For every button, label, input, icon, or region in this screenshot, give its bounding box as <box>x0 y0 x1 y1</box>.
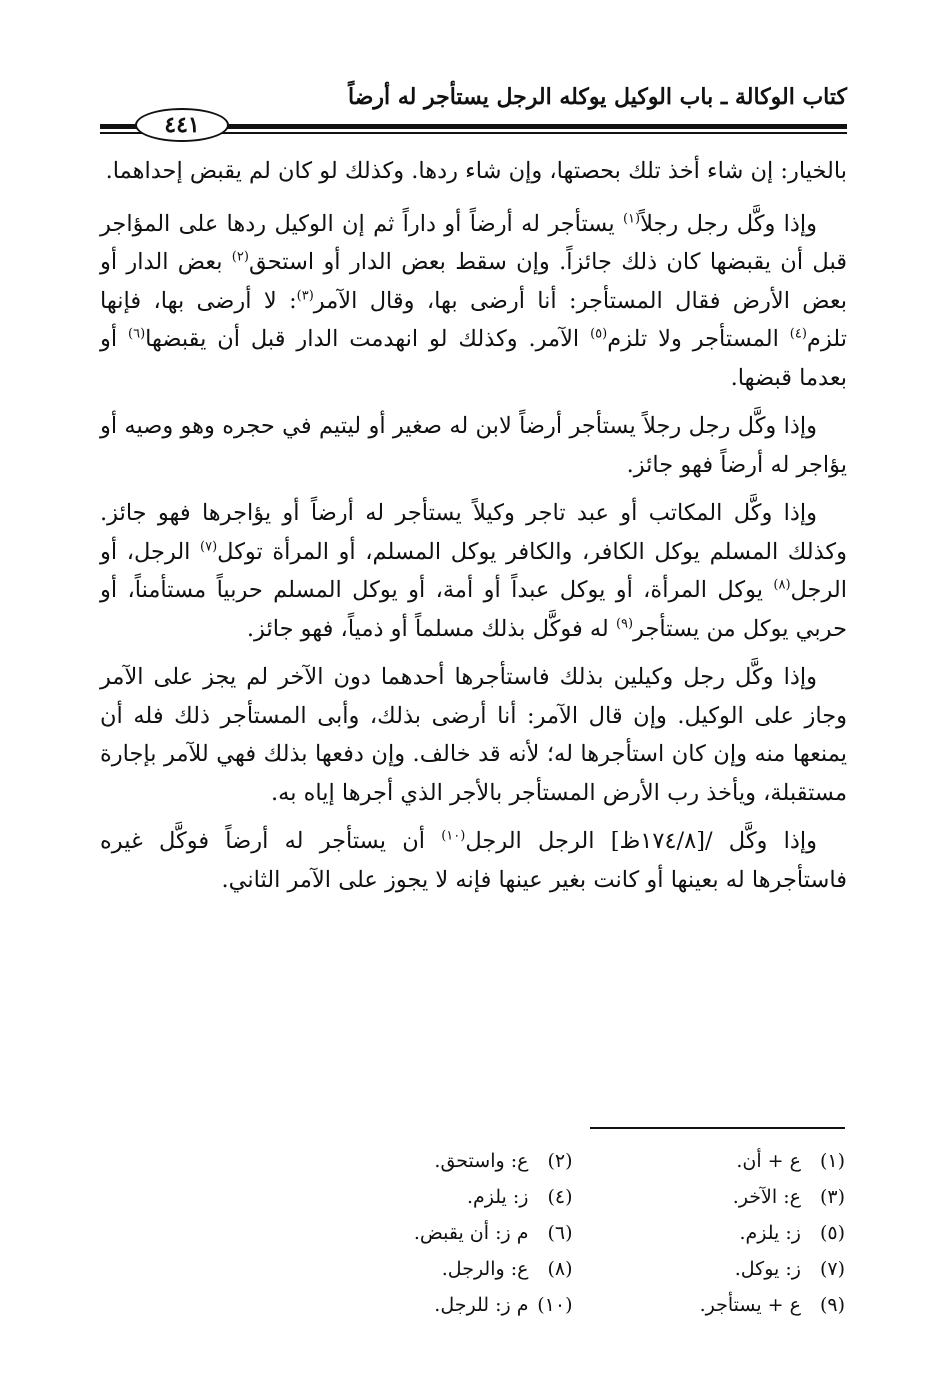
p6-text-a: وإذا وكَّل /[١٧٤/٨ظ] الرجل الرجل <box>465 828 817 854</box>
p2-text-g: أو بعدما قبضها. <box>100 326 847 391</box>
footnote-ref-5[interactable]: (٥) <box>590 326 608 342</box>
footnote-number: (٩) <box>819 1294 845 1316</box>
p4-text-a: وإذا وكَّل المكاتب أو عبد تاجر وكيلاً يستأجر له أرضاً أو يؤاجرها فهو جائز. وكذلك المسلم يوكل الكافر، والكافر يوكل المسلم، أو المرأة توكل <box>100 500 847 565</box>
footnote-number: (٢) <box>547 1150 573 1172</box>
p4-text-c: يوكل المرأة، أو يوكل عبداً أو أمة، أو يوكل المسلم حربياً مستأمناً، أو حربي يوكل من يستأجر <box>100 577 847 642</box>
footnote-6 <box>300 1222 573 1244</box>
p4-text-b: الرجل، أو الرجل <box>100 538 847 603</box>
footnote-row <box>300 1251 845 1287</box>
footnote-ref-8[interactable]: (٨) <box>773 577 791 593</box>
footnote-separator <box>590 1127 845 1129</box>
footnote-number: (٤) <box>547 1186 573 1208</box>
footnote-text: ز: يلزم. <box>739 1222 801 1244</box>
running-header-title: كتاب الوكالة ـ باب الوكيل يوكله الرجل يستأجر له أرضاً <box>348 84 847 110</box>
p2-text-a: وإذا وكَّل رجل رجلاً <box>640 210 817 237</box>
main-text <box>100 152 847 909</box>
p6-text-b: أن يستأجر له أرضاً فوكَّل غيره فاستأجرها له بعينها أو كانت بغير عينها فإنه لا يجوز على الآمر الثاني. <box>100 828 847 893</box>
footnote-number: (٣) <box>819 1186 845 1208</box>
p5-text: وإذا وكَّل رجل وكيلين بذلك فاستأجرها أحدهما دون الآخر لم يجز على الآمر وجاز على الوكيل. وإن قال الآمر: أنا أرضى بذلك، وأبى المستأجر ذلك فله أن يمنعها منه وإن كان استأجرها له؛ لأنه قد خالف. وإن دفعها بذلك فهي للآمر بإجارة مستقبلة، ويأخذ رب الأرض المستأجر بالأجر الذي أجرها إياه به. <box>100 664 847 806</box>
paragraph-5 <box>100 658 847 812</box>
footnote-number: (٥) <box>819 1222 845 1244</box>
footnote-9 <box>573 1294 846 1316</box>
footnote-ref-2[interactable]: (٢) <box>231 249 249 265</box>
footnote-number: (١) <box>819 1150 845 1172</box>
footnote-text: ز: يوكل. <box>734 1258 801 1280</box>
page-number-badge <box>135 108 229 142</box>
footnote-7 <box>573 1258 846 1280</box>
p2-text-f: الآمر. وكذلك لو انهدمت الدار قبل أن يقبضها <box>145 326 591 352</box>
footnote-ref-3[interactable]: (٣) <box>296 288 314 303</box>
p3-text: وإذا وكَّل رجل رجلاً يستأجر أرضاً لابن له صغير أو ليتيم في حجره وهو وصيه أو يؤاجر له أرضاً فهو جائز. <box>100 413 847 478</box>
paragraph-4 <box>100 494 847 648</box>
footnote-text: ع: الآخر. <box>732 1186 801 1208</box>
footnotes <box>300 1143 845 1323</box>
footnote-3 <box>573 1186 846 1208</box>
p2-text-b: يستأجر له أرضاً أو داراً ثم إن الوكيل ردها على المؤاجر قبل أن يقبضها كان ذلك جائزاً. وإن سقط بعض الدار أو استحق <box>100 210 847 275</box>
footnote-1 <box>573 1150 846 1172</box>
paragraph-2 <box>100 205 847 398</box>
footnote-ref-6[interactable]: (٦) <box>128 326 146 342</box>
p2-text-d: : لا أرضى بها، فإنها تلزم <box>100 287 847 352</box>
footnote-number: (١٠) <box>537 1294 573 1316</box>
footnote-2 <box>300 1150 573 1172</box>
footnote-number: (٦) <box>547 1222 573 1244</box>
footnote-text: ز: يلزم. <box>466 1186 529 1208</box>
footnote-text: ع: والرجل. <box>441 1258 529 1280</box>
footnote-text: م ز: أن يقبض. <box>413 1222 529 1244</box>
footnote-4 <box>300 1186 573 1208</box>
p2-text-c: بعض الدار أو بعض الأرض فقال المستأجر: أنا أرضى بها، وقال الآمر <box>100 249 847 314</box>
paragraph-6 <box>100 822 847 899</box>
footnote-ref-10[interactable]: (١٠) <box>441 828 466 844</box>
p2-text-e: المستأجر ولا تلزم <box>607 326 790 352</box>
paragraph-3 <box>100 407 847 484</box>
paragraph-1: بالخيار: إن شاء أخذ تلك بحصتها، وإن شاء ردها. وكذلك لو كان لم يقبض إحداهما. <box>105 158 847 184</box>
p4-text-d: له فوكَّل بذلك مسلماً أو ذمياً، فهو جائز. <box>246 615 616 642</box>
footnote-number: (٨) <box>547 1258 573 1280</box>
footnote-ref-1[interactable]: (١) <box>622 211 641 226</box>
footnote-text: ع + أن. <box>736 1150 801 1172</box>
page-number: ٤٤١ <box>164 112 200 138</box>
footnote-row <box>300 1287 845 1323</box>
footnote-text: ع: واستحق. <box>434 1150 529 1172</box>
footnote-row <box>300 1143 845 1179</box>
footnote-8 <box>300 1258 573 1280</box>
footnote-text: ع + يستأجر. <box>699 1294 801 1316</box>
footnote-5 <box>573 1222 846 1244</box>
footnote-ref-4[interactable]: (٤) <box>789 326 807 342</box>
footnote-ref-7[interactable]: (٧) <box>200 539 218 554</box>
footnote-ref-9[interactable]: (٩) <box>615 616 634 631</box>
footnote-row <box>300 1179 845 1215</box>
footnote-row <box>300 1215 845 1251</box>
footnote-10 <box>300 1294 573 1316</box>
footnote-number: (٧) <box>819 1258 845 1280</box>
footnote-text: م ز: للرجل. <box>434 1294 529 1316</box>
